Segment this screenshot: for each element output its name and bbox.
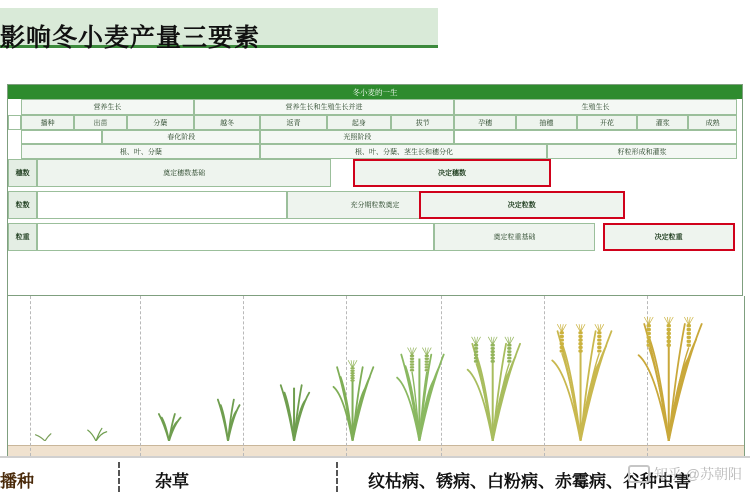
stage-cell-1: 营养生长和生殖生长并进 <box>194 99 455 115</box>
caption-2: 纹枯病、锈病、白粉病、赤霉病、谷种虫害 <box>368 472 691 491</box>
phase-cell-2: 分蘖 <box>127 115 194 130</box>
zhihu-logo-icon <box>628 465 650 483</box>
phase-gutter <box>8 115 21 130</box>
phase-cell-7: 孕穗 <box>454 115 516 130</box>
wheat-plant-tiller2 <box>215 395 241 446</box>
factor-cell-1-0 <box>37 191 287 219</box>
phase-cell-5: 起身 <box>327 115 392 130</box>
chart-header: 冬小麦的一生 <box>8 85 742 99</box>
factor-cell-1-2: 决定粒数 <box>419 191 625 219</box>
caption-1: 杂草 <box>155 472 189 491</box>
phase-cell-0: 播种 <box>21 115 74 130</box>
phase-cell-11: 成熟 <box>688 115 736 130</box>
caption-0: 播种 <box>0 472 34 491</box>
stage-cell-2: 生殖生长 <box>454 99 737 115</box>
phase-cell-3: 越冬 <box>194 115 261 130</box>
factor-cell-0-1: 决定穗数 <box>353 159 551 187</box>
stage-cell-0: 营养生长 <box>21 99 193 115</box>
factor-label-2: 粒重 <box>8 223 37 251</box>
wheat-plant-heading <box>393 345 446 446</box>
factor-cell-2-2: 决定粒重 <box>603 223 735 251</box>
factor-label-1: 粒数 <box>8 191 37 219</box>
organ-cell-2: 籽粒形成和灌浆 <box>547 144 736 159</box>
organ-cell-1: 根、叶、分蘖、茎生长和穗分化 <box>260 144 547 159</box>
organ-cell-0: 根、叶、分蘖 <box>21 144 260 159</box>
watermark-label: 知乎 @苏朝阳 <box>653 466 742 482</box>
wheat-plant-seedling <box>83 427 109 446</box>
phase-cell-8: 抽穗 <box>516 115 577 130</box>
phase-cell-9: 开花 <box>577 115 637 130</box>
stage-divider-1 <box>140 296 141 456</box>
growth-illustration <box>7 296 745 456</box>
page-title: 影响冬小麦产量三要素 <box>0 24 261 52</box>
wheat-plant-flower <box>463 333 522 446</box>
caption-separator-0 <box>118 462 120 492</box>
phase-cell-6: 拔节 <box>391 115 454 130</box>
wheat-plant-mature <box>633 311 705 446</box>
factor-cell-1-1: 充分期粒数奠定 <box>287 191 463 219</box>
stage-divider-5 <box>544 296 545 456</box>
wheat-plant-filling <box>547 319 614 446</box>
watermark <box>628 464 742 484</box>
wheat-plant-jointing <box>277 379 311 446</box>
phase-cell-10: 灌浆 <box>637 115 688 130</box>
vernalization-cell-1: 春化阶段 <box>102 130 261 144</box>
stage-divider-2 <box>243 296 244 456</box>
vernalization-cell-2: 光照阶段 <box>260 130 454 144</box>
factor-cell-0-0: 奠定穗数基础 <box>37 159 331 187</box>
wheat-plant-booting <box>330 359 375 446</box>
vernalization-cell-3 <box>454 130 737 144</box>
factor-cell-2-0 <box>37 223 433 251</box>
phase-cell-1: 出苗 <box>74 115 127 130</box>
vernalization-cell-0 <box>21 130 102 144</box>
title-banner <box>0 8 438 52</box>
wheat-lifecycle-chart <box>7 84 743 296</box>
factor-label-0: 穗数 <box>8 159 37 187</box>
factor-cell-2-1: 奠定粒重基础 <box>434 223 595 251</box>
wheat-plant-tiller <box>156 411 182 446</box>
soil-line <box>8 445 744 456</box>
caption-separator-1 <box>336 462 338 492</box>
wheat-plant-seed <box>32 428 58 446</box>
phase-cell-4: 返青 <box>260 115 326 130</box>
